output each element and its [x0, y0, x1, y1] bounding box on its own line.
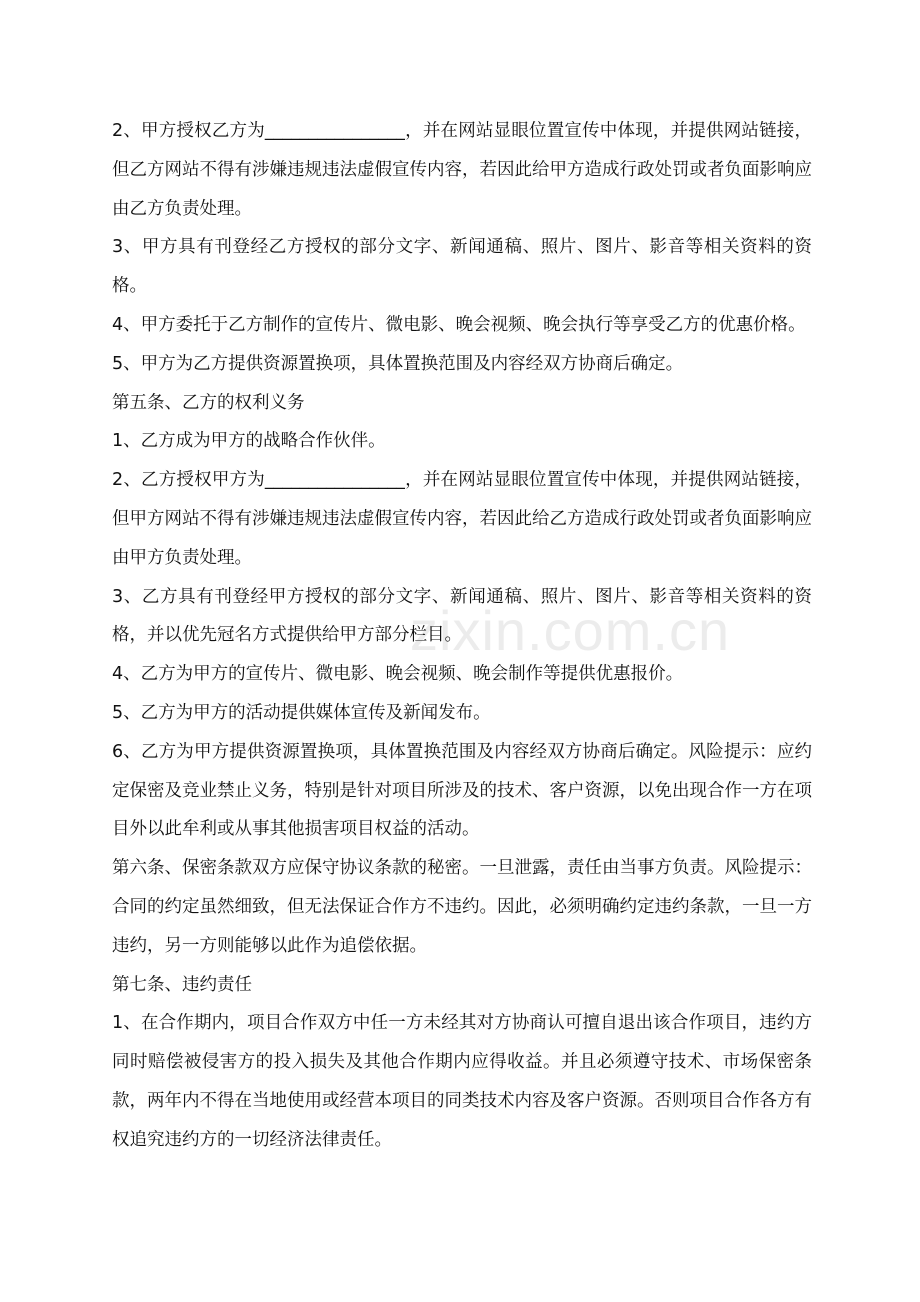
clause-5-heading: 第五条、乙方的权利义务 — [112, 392, 305, 413]
clause-6-risk-note: 合同的约定虽然细致，但无法保证合作方不违约。因此，必须明确约定违约条款，一旦一方违约，另一方则能够以此作为追偿依据。 — [112, 896, 812, 956]
clause-5-item-1: 1、乙方成为甲方的战略合作伙伴。 — [112, 431, 386, 452]
clause-5-item-5: 5、乙方为甲方的活动提供媒体宣传及新闻发布。 — [112, 702, 491, 723]
clause-4-item-4: 4、甲方委托于乙方制作的宣传片、微电影、晚会视频、晚会执行等享受乙方的优惠价格。 — [112, 314, 806, 335]
clause-7-heading: 第七条、违约责任 — [112, 974, 252, 995]
clause-7-item-1: 1、在合作期内，项目合作双方中任一方未经其对方协商认可擅自退出该合作项目，违约方同时赔偿被侵害方的投入损失及其他合作期内应得收益。并且必须遵守技术、市场保密条款，两年内不得在当地使用或经营本项目的同类技术内容及客户资源。否则项目合作各方有权追究违约方的一切经济法律责任。 — [112, 1013, 812, 1150]
clause-4-item-5: 5、甲方为乙方提供资源置换项，具体置换范围及内容经双方协商后确定。 — [112, 353, 684, 374]
clause-4-item-3: 3、甲方具有刊登经乙方授权的部分文字、新闻通稿、照片、图片、影音等相关资料的资格。 — [112, 237, 812, 297]
clause-5-item-3: 3、乙方具有刊登经甲方授权的部分文字、新闻通稿、照片、图片、影音等相关资料的资格，并以优先冠名方式提供给甲方部分栏目。 — [112, 586, 812, 646]
clause-5-item-4: 4、乙方为甲方的宣传片、微电影、晚会视频、晚会制作等提供优惠报价。 — [112, 664, 684, 685]
document-body — [112, 112, 812, 1160]
clause-5-item-2: 2、乙方授权甲方为________________，并在网站显眼位置宣传中体现，并提供网站链接，但甲方网站不得有涉嫌违规违法虚假宣传内容，若因此给乙方造成行政处罚或者负面影响应由甲方负责处理。 — [112, 470, 812, 568]
clause-4-item-2: 2、甲方授权乙方为________________，并在网站显眼位置宣传中体现，并提供网站链接，但乙方网站不得有涉嫌违规违法虚假宣传内容，若因此给甲方造成行政处罚或者负面影响应由乙方负责处理。 — [112, 121, 812, 219]
watermark: zixin.com.cn — [410, 599, 731, 662]
clause-5-item-6: 6、乙方为甲方提供资源置换项，具体置换范围及内容经双方协商后确定。风险提示：应约定保密及竞业禁止义务，特别是针对项目所涉及的技术、客户资源，以免出现合作一方在项目外以此牟利或从事其他损害项目权益的活动。 — [112, 741, 812, 840]
clause-6-heading: 第六条、保密条款双方应保守协议条款的秘密。一旦泄露，责任由当事方负责。风险提示： — [112, 858, 812, 879]
